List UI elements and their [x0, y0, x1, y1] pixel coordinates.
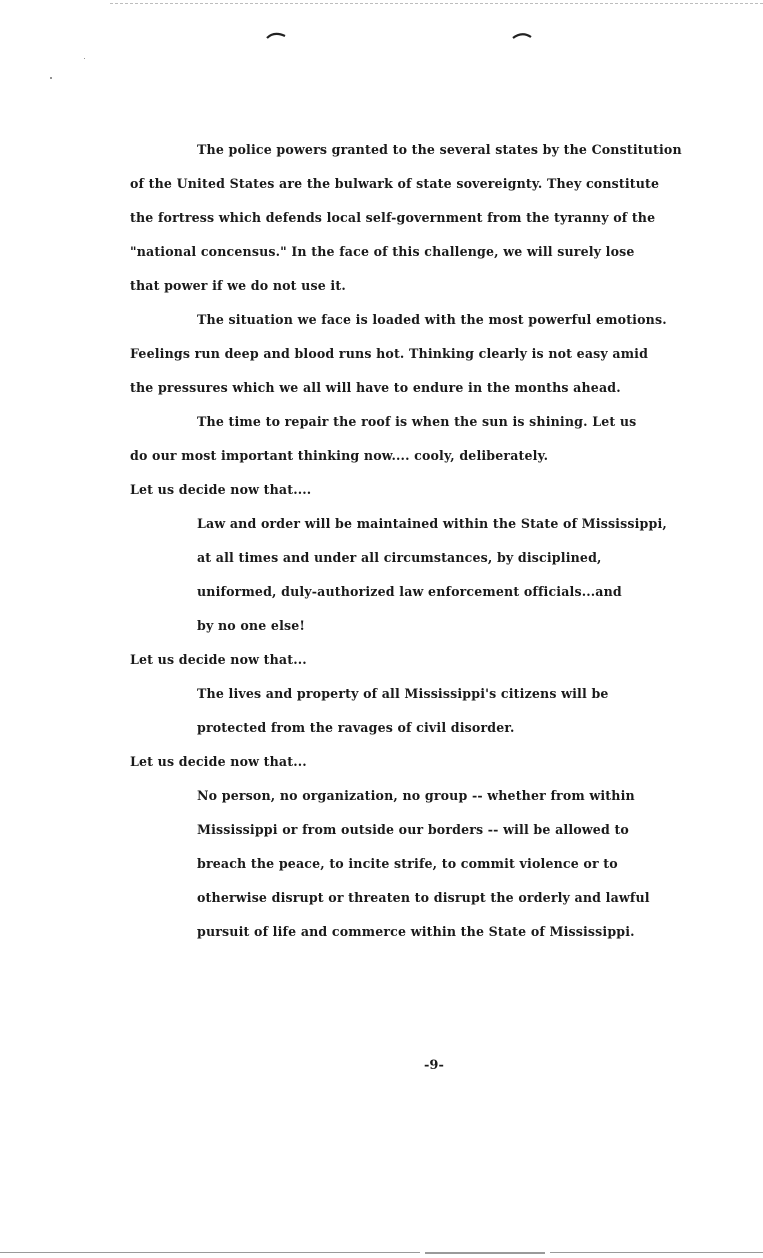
paragraph-3-line-2: do our most important thinking now.... cooly, deliberately.	[130, 448, 549, 463]
resolution-3-intro: Let us decide now that...	[130, 754, 307, 769]
resolution-2-line-1: The lives and property of all Mississippi's citizens will be	[197, 686, 609, 701]
paragraph-1-line-4: "national concensus." In the face of this challenge, we will surely lose	[130, 244, 635, 259]
scan-mark-right	[512, 30, 532, 40]
paragraph-1-line-3: the fortress which defends local self-government from the tyranny of the	[130, 210, 656, 225]
resolution-3-line-3: breach the peace, to incite strife, to commit violence or to	[197, 856, 618, 871]
paragraph-2-line-3: the pressures which we all will have to endure in the months ahead.	[130, 380, 621, 395]
resolution-1-intro: Let us decide now that....	[130, 482, 312, 497]
resolution-1-line-2: at all times and under all circumstances, by disciplined,	[197, 550, 602, 565]
scan-speck	[50, 77, 52, 79]
resolution-2-intro: Let us decide now that...	[130, 652, 307, 667]
paragraph-3-line-1: The time to repair the roof is when the sun is shining. Let us	[197, 414, 637, 429]
paragraph-1-line-1: The police powers granted to the several states by the Constitution	[197, 142, 682, 157]
resolution-2-line-2: protected from the ravages of civil disorder.	[197, 720, 515, 735]
bottom-edge-line	[425, 1252, 545, 1254]
paragraph-2-line-1: The situation we face is loaded with the most powerful emotions.	[197, 312, 667, 327]
top-edge-border	[110, 3, 763, 4]
resolution-1-line-3: uniformed, duly-authorized law enforcement officials...and	[197, 584, 622, 599]
bottom-edge-line	[0, 1252, 420, 1253]
scan-speck	[84, 58, 85, 59]
resolution-3-line-2: Mississippi or from outside our borders -- will be allowed to	[197, 822, 629, 837]
paragraph-1-line-5: that power if we do not use it.	[130, 278, 346, 293]
resolution-3-line-1: No person, no organization, no group -- whether from within	[197, 788, 635, 803]
resolution-1-line-1: Law and order will be maintained within the State of Mississippi,	[197, 516, 667, 531]
page-number: -9-	[424, 1058, 444, 1073]
resolution-3-line-5: pursuit of life and commerce within the State of Mississippi.	[197, 924, 635, 939]
bottom-edge-line	[550, 1252, 763, 1253]
paragraph-1-line-2: of the United States are the bulwark of state sovereignty. They constitute	[130, 176, 660, 191]
scan-mark-left	[266, 30, 286, 40]
resolution-3-line-4: otherwise disrupt or threaten to disrupt the orderly and lawful	[197, 890, 650, 905]
resolution-1-line-4: by no one else!	[197, 618, 306, 633]
paragraph-2-line-2: Feelings run deep and blood runs hot. Thinking clearly is not easy amid	[130, 346, 649, 361]
